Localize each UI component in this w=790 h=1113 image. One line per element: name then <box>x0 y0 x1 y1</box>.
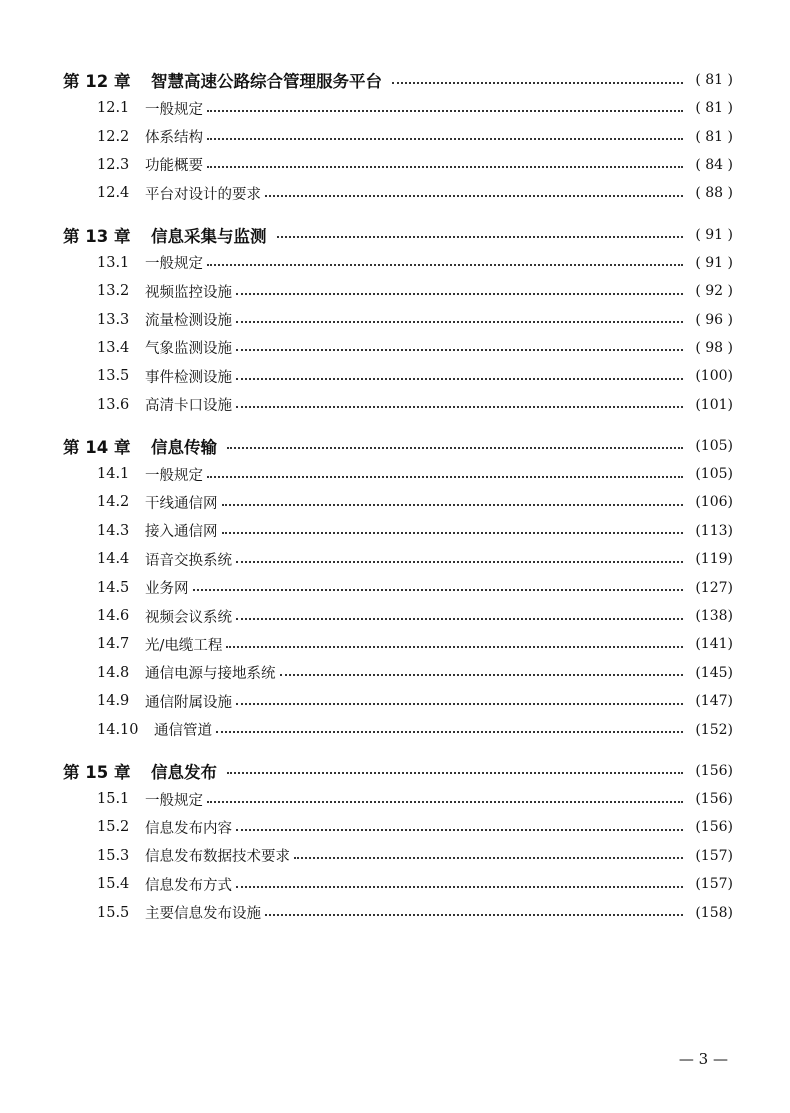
page-ref: (105) <box>695 466 733 483</box>
section-title: 一般规定 <box>145 467 203 484</box>
dot-leader <box>236 885 683 888</box>
chapter-title: 信息传输 <box>151 437 217 457</box>
chapter-heading[interactable] <box>63 66 733 94</box>
section-number: 13.3 <box>97 311 130 328</box>
page-ref: ( 84 ) <box>695 156 733 173</box>
chapter-13 <box>63 221 733 419</box>
page-ref: (106) <box>695 494 733 511</box>
section-number: 15.3 <box>97 847 130 864</box>
dot-leader <box>226 645 683 648</box>
toc-entry[interactable] <box>63 391 733 419</box>
page-ref: (157) <box>695 876 733 893</box>
dot-leader <box>280 673 684 676</box>
section-number: 13.1 <box>97 254 130 271</box>
section-number: 12.1 <box>97 100 130 117</box>
toc-entry[interactable] <box>63 362 733 390</box>
section-number: 14.7 <box>97 636 130 653</box>
chapter-heading[interactable] <box>63 432 733 460</box>
section-number: 13.2 <box>97 283 130 300</box>
page-ref: (156) <box>695 791 733 807</box>
section-title: 平台对设计的要求 <box>145 186 261 203</box>
section-number: 14.6 <box>97 608 130 625</box>
dot-leader <box>222 531 684 534</box>
toc-entry[interactable] <box>63 460 733 488</box>
toc-entry[interactable] <box>63 898 733 926</box>
section-title: 信息发布方式 <box>145 877 232 894</box>
toc-entry[interactable] <box>63 659 733 687</box>
section-number: 14.9 <box>97 693 130 710</box>
page-ref: (105) <box>695 437 733 454</box>
section-title: 通信电源与接地系统 <box>145 666 276 683</box>
page-ref: ( 88 ) <box>695 185 733 202</box>
page-ref: (147) <box>695 693 733 710</box>
toc-entry[interactable] <box>63 122 733 150</box>
section-title: 视频监控设施 <box>145 284 232 301</box>
chapter-heading[interactable] <box>63 221 733 249</box>
dot-leader <box>294 856 683 859</box>
dot-leader <box>236 405 683 408</box>
dot-leader <box>207 263 683 266</box>
dot-leader <box>236 377 683 380</box>
section-title: 气象监测设施 <box>145 341 232 358</box>
section-number: 12.4 <box>97 185 130 202</box>
page-ref: ( 81 ) <box>695 72 733 88</box>
dot-leader <box>236 617 683 620</box>
dot-leader <box>236 320 683 323</box>
section-title: 体系结构 <box>145 130 203 147</box>
page-ref: (157) <box>695 847 733 864</box>
dot-leader <box>236 560 683 563</box>
toc-entry[interactable] <box>63 715 733 743</box>
dot-leader <box>265 194 683 197</box>
chapter-14 <box>63 432 733 744</box>
page-ref: (156) <box>695 819 733 836</box>
section-number: 12.2 <box>97 128 130 145</box>
chapter-title: 智慧高速公路综合管理服务平台 <box>151 72 382 91</box>
page-ref: (156) <box>695 762 733 779</box>
section-number: 14.3 <box>97 522 130 539</box>
dot-leader <box>207 800 683 803</box>
page-ref: ( 91 ) <box>695 254 733 271</box>
section-number: 13.6 <box>97 396 130 413</box>
dot-leader <box>236 292 683 295</box>
page-ref: (100) <box>695 368 733 385</box>
section-number: 14.1 <box>97 466 130 483</box>
dot-leader <box>193 588 684 591</box>
section-title: 一般规定 <box>145 256 203 273</box>
dot-leader <box>236 348 683 351</box>
dot-leader <box>207 165 683 168</box>
section-number: 15.5 <box>97 904 130 921</box>
chapter-number: 第 15 章 <box>63 762 131 782</box>
toc-entry[interactable] <box>63 602 733 630</box>
dot-leader <box>236 702 683 705</box>
toc-entry[interactable] <box>63 179 733 207</box>
dot-leader <box>392 81 683 84</box>
section-number: 14.4 <box>97 551 130 568</box>
page-ref: ( 81 ) <box>695 100 733 117</box>
page-ref: (145) <box>695 664 733 681</box>
chapter-12 <box>63 66 733 208</box>
toc-entry[interactable] <box>63 249 733 277</box>
toc-entry[interactable] <box>63 151 733 179</box>
section-title: 一般规定 <box>145 101 203 118</box>
dot-leader <box>227 446 683 449</box>
section-title: 高清卡口设施 <box>145 398 232 415</box>
section-title: 光/电缆工程 <box>145 637 223 654</box>
dot-leader <box>207 475 683 478</box>
section-number: 13.5 <box>97 368 130 385</box>
section-number: 13.4 <box>97 339 130 356</box>
chapter-title: 信息采集与监测 <box>151 226 267 246</box>
dot-leader <box>216 730 683 733</box>
chapter-number: 第 14 章 <box>63 437 131 457</box>
page-ref: (119) <box>695 551 733 568</box>
toc-entry[interactable] <box>63 334 733 362</box>
section-number: 14.8 <box>97 664 130 681</box>
dot-leader <box>207 109 683 112</box>
section-title: 功能概要 <box>145 158 203 175</box>
page-ref: ( 81 ) <box>695 128 733 145</box>
section-title: 事件检测设施 <box>145 369 232 386</box>
table-of-contents <box>63 66 733 940</box>
toc-entry[interactable] <box>63 870 733 898</box>
section-title: 语音交换系统 <box>145 552 232 569</box>
page-ref: (101) <box>695 396 733 413</box>
toc-entry[interactable] <box>63 545 733 573</box>
section-title: 主要信息发布设施 <box>145 906 261 923</box>
dot-leader <box>207 137 683 140</box>
dot-leader <box>227 771 683 774</box>
section-title: 一般规定 <box>145 792 203 809</box>
dot-leader <box>222 503 684 506</box>
page-ref: ( 96 ) <box>695 311 733 328</box>
section-number: 15.1 <box>97 791 130 807</box>
page-ref: (127) <box>695 579 733 596</box>
section-title: 通信管道 <box>154 723 212 740</box>
dot-leader <box>277 235 684 238</box>
toc-entry[interactable] <box>63 630 733 658</box>
section-number: 12.3 <box>97 156 130 173</box>
chapter-number: 第 13 章 <box>63 226 131 246</box>
toc-entry[interactable] <box>63 305 733 333</box>
section-number: 15.4 <box>97 876 130 893</box>
section-number: 14.2 <box>97 494 130 511</box>
chapter-title: 信息发布 <box>151 762 217 782</box>
section-title: 视频会议系统 <box>145 609 232 626</box>
page-ref: (113) <box>695 522 733 539</box>
section-title: 信息发布数据技术要求 <box>145 849 290 866</box>
toc-entry[interactable] <box>63 517 733 545</box>
page-ref: ( 98 ) <box>695 339 733 356</box>
toc-entry[interactable] <box>63 785 733 813</box>
page-ref: ( 92 ) <box>695 283 733 300</box>
toc-entry[interactable] <box>63 573 733 601</box>
page-ref: ( 91 ) <box>695 226 733 243</box>
page-ref: (152) <box>695 721 733 738</box>
section-number: 14.10 <box>97 721 139 738</box>
page-number: — 3 — <box>678 1050 728 1068</box>
toc-entry[interactable] <box>63 687 733 715</box>
section-title: 干线通信网 <box>145 495 218 512</box>
dot-leader <box>236 828 683 831</box>
dot-leader <box>265 913 683 916</box>
section-title: 业务网 <box>145 581 189 598</box>
page-ref: (138) <box>695 608 733 625</box>
toc-entry[interactable] <box>63 842 733 870</box>
page-ref: (141) <box>695 636 733 653</box>
section-title: 流量检测设施 <box>145 313 232 330</box>
section-title: 通信附属设施 <box>145 694 232 711</box>
toc-entry[interactable] <box>63 813 733 841</box>
chapter-15 <box>63 757 733 927</box>
section-title: 接入通信网 <box>145 524 218 541</box>
section-number: 15.2 <box>97 819 130 836</box>
toc-entry[interactable] <box>63 94 733 122</box>
section-title: 信息发布内容 <box>145 820 232 837</box>
toc-entry[interactable] <box>63 488 733 516</box>
section-number: 14.5 <box>97 579 130 596</box>
chapter-number: 第 12 章 <box>63 72 131 91</box>
toc-entry[interactable] <box>63 277 733 305</box>
page-ref: (158) <box>695 904 733 921</box>
chapter-heading[interactable] <box>63 757 733 785</box>
